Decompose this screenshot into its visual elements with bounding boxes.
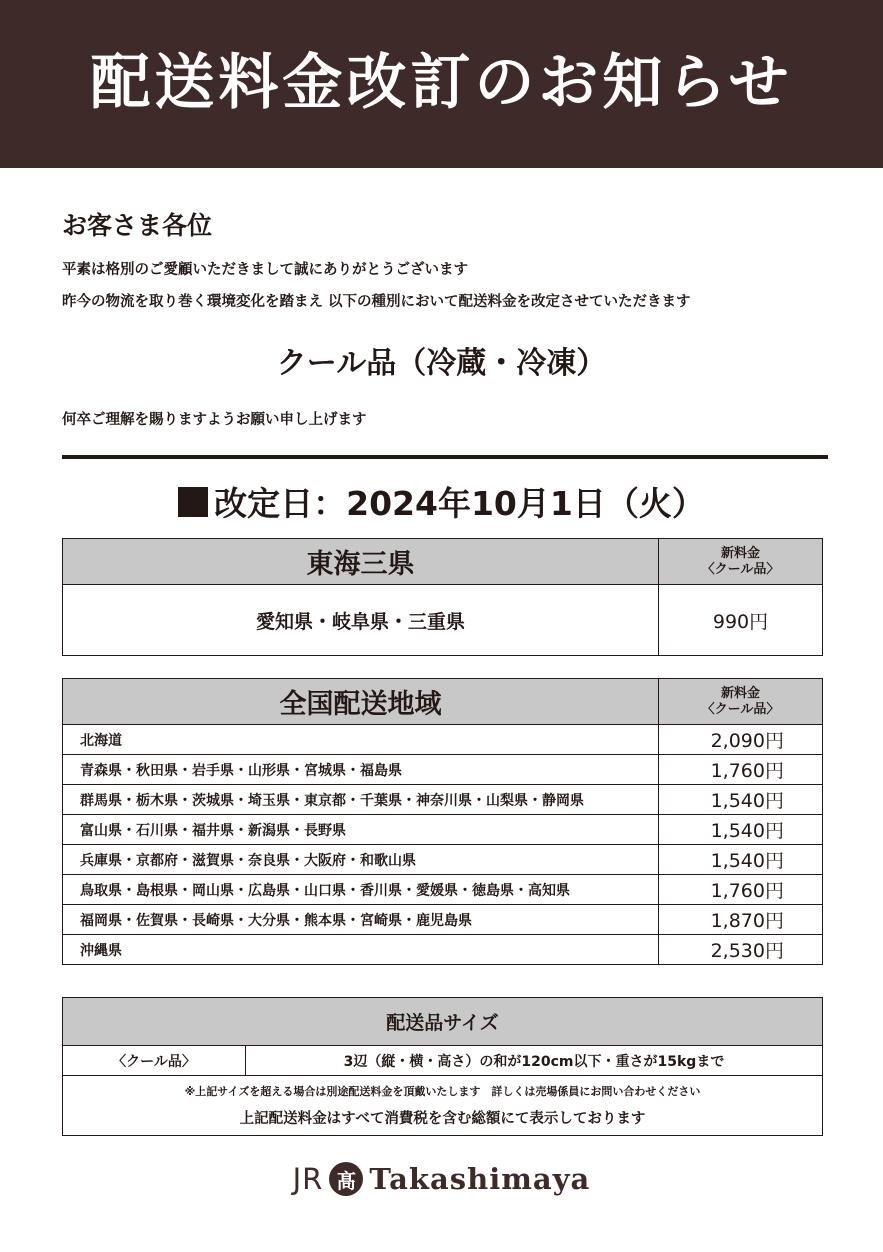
price-header xyxy=(659,539,823,585)
brand-logo xyxy=(0,1162,883,1196)
size-notes xyxy=(63,1076,823,1136)
size-note-1: ※上記サイズを超える場合は別途配送料金を頂戴いたします 詳しくは売場係員にお問い合わせください xyxy=(184,1085,701,1098)
square-bullet-icon xyxy=(178,487,208,517)
national-price-table xyxy=(62,678,823,965)
region-price: 1,540円 xyxy=(659,785,823,815)
size-value: 3辺（縦・横・高さ）の和が120cm以下・重さが15kgまで xyxy=(246,1046,823,1076)
logo-prefix: JR xyxy=(292,1162,324,1196)
greeting: お客さま各位 xyxy=(62,211,213,240)
region-prefectures: 群馬県・栃木県・茨城県・埼玉県・東京都・千葉県・神奈川県・山梨県・静岡県 xyxy=(63,785,659,815)
table-header-row xyxy=(63,679,823,725)
size-title: 配送品サイズ xyxy=(63,998,823,1046)
subject-heading: クール品（冷蔵・冷凍） xyxy=(276,346,607,381)
size-note-2: 上記配送料金はすべて消費税を含む総額にて表示しております xyxy=(239,1111,646,1127)
region-prefectures: 鳥取県・島根県・岡山県・広島県・山口県・香川県・愛媛県・徳島県・高知県 xyxy=(63,875,659,905)
table-row xyxy=(63,815,823,845)
size-label: 〈クール品〉 xyxy=(63,1046,246,1076)
region-price: 1,870円 xyxy=(659,905,823,935)
takashimaya-mark-icon: 髙 xyxy=(329,1162,363,1196)
table-row xyxy=(63,755,823,785)
table-row xyxy=(63,1046,823,1076)
tokai-price-table xyxy=(62,538,823,656)
tokai-prefectures: 愛知県・岐阜県・三重県 xyxy=(63,585,659,656)
region-price: 2,530円 xyxy=(659,935,823,965)
revision-date xyxy=(0,478,883,525)
table-row xyxy=(63,845,823,875)
divider xyxy=(62,455,828,459)
page-title: 配送料金改訂のお知らせ xyxy=(90,48,793,118)
title-banner xyxy=(0,0,883,168)
table-row xyxy=(63,1076,823,1136)
region-price: 2,090円 xyxy=(659,725,823,755)
region-price: 1,540円 xyxy=(659,815,823,845)
table-row xyxy=(63,785,823,815)
region-prefectures: 青森県・秋田県・岩手県・山形県・宮城県・福島県 xyxy=(63,755,659,785)
region-price: 1,540円 xyxy=(659,845,823,875)
price-header-line-1: 新料金 xyxy=(720,685,760,701)
logo-name: Takashimaya xyxy=(369,1162,591,1196)
table-row xyxy=(63,905,823,935)
price-header-line-2: 〈クール品〉 xyxy=(701,561,780,577)
region-prefectures: 富山県・石川県・福井県・新潟県・長野県 xyxy=(63,815,659,845)
table-header-row xyxy=(63,998,823,1046)
table-row xyxy=(63,725,823,755)
revision-date-text: 改定日：2024年10月1日（火） xyxy=(214,484,705,523)
table-row xyxy=(63,585,823,656)
region-price: 1,760円 xyxy=(659,875,823,905)
table-header-row xyxy=(63,539,823,585)
region-price: 1,760円 xyxy=(659,755,823,785)
region-prefectures: 沖縄県 xyxy=(63,935,659,965)
table-row xyxy=(63,875,823,905)
region-prefectures: 兵庫県・京都府・滋賀県・奈良県・大阪府・和歌山県 xyxy=(63,845,659,875)
price-header-line-1: 新料金 xyxy=(720,545,760,561)
region-prefectures: 福岡県・佐賀県・長崎県・大分県・熊本県・宮崎県・鹿児島県 xyxy=(63,905,659,935)
tokai-price: 990円 xyxy=(659,585,823,656)
tokai-title: 東海三県 xyxy=(63,539,659,585)
table-row xyxy=(63,935,823,965)
intro-line-2: 昨今の物流を取り巻く環境変化を踏まえ 以下の種別において配送料金を改定させていただきます xyxy=(62,294,691,310)
region-prefectures: 北海道 xyxy=(63,725,659,755)
price-header xyxy=(659,679,823,725)
intro-line-1: 平素は格別のご愛顧いただきまして誠にありがとうございます xyxy=(62,262,468,278)
national-title: 全国配送地域 xyxy=(63,679,659,725)
price-header-line-2: 〈クール品〉 xyxy=(701,701,780,717)
size-table xyxy=(62,997,823,1136)
intro-line-3: 何卒ご理解を賜りますようお願い申し上げます xyxy=(62,412,367,428)
